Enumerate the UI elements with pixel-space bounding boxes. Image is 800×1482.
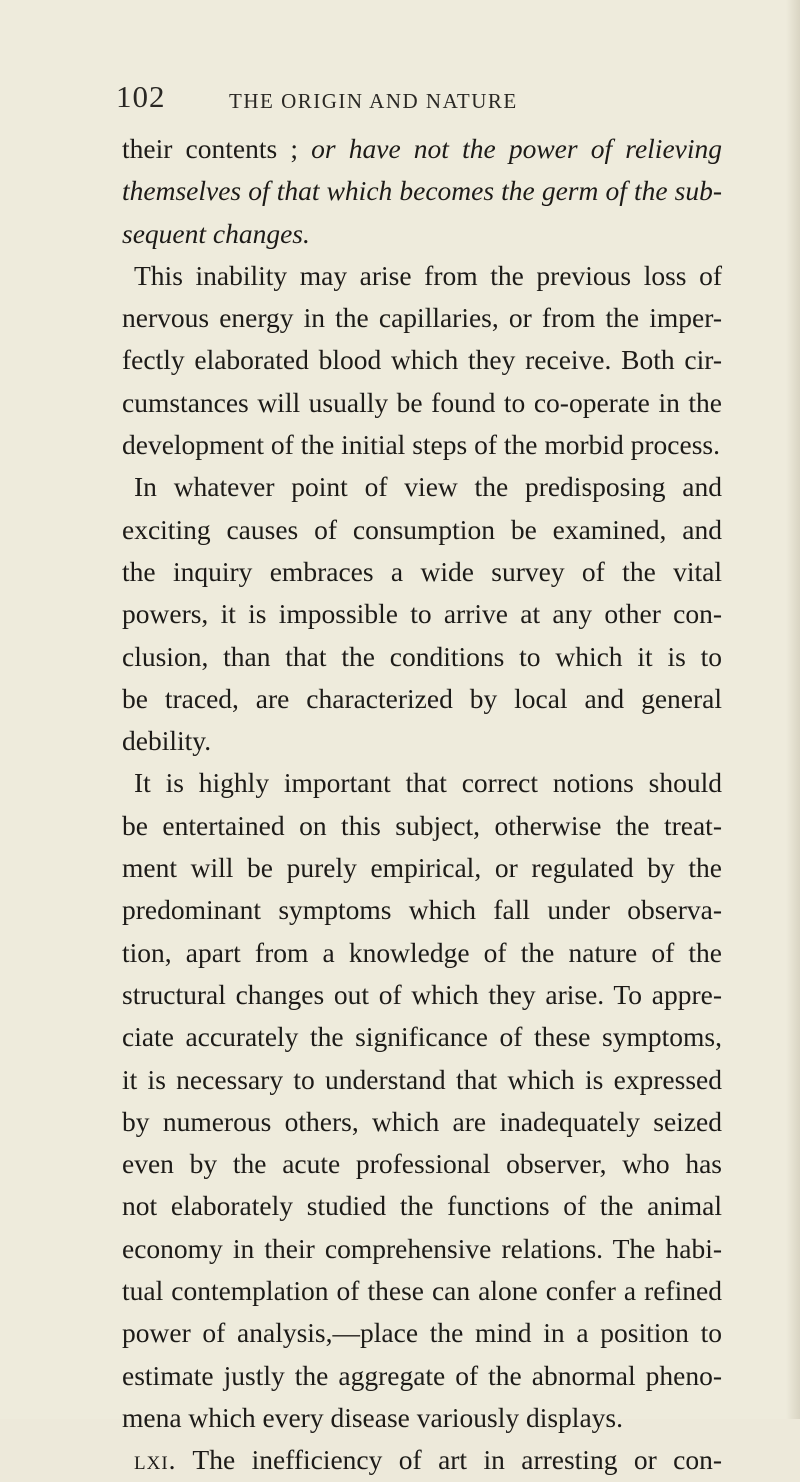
text-line [122,636,722,678]
line-text: This inability may arise from the previous loss of [134,259,722,291]
italic-text: themselves of that which becomes the germ of the sub- [122,175,722,207]
running-head: THE ORIGIN AND NATURE [229,89,518,113]
text-line [122,509,722,551]
text-line [122,382,722,424]
line-text: the inquiry embraces a wide survey of the vital [122,555,722,587]
section-number: lxi. [134,1444,177,1476]
line-text: tion, apart from a knowledge of the nature of the [122,936,722,968]
line-text: ment will be purely empirical, or regulated by the [122,852,722,884]
text-line [122,720,722,762]
text-line [122,1312,722,1354]
line-text: estimate justly the aggregate of the abnormal pheno- [122,1359,722,1391]
line-text: be entertained on this subject, otherwise the treat- [122,809,722,841]
text-line [122,1016,722,1058]
line-text: not elaborately studied the functions of the animal [122,1190,722,1222]
line-text: powers, it is impossible to arrive at any other con- [122,598,722,630]
text-line [122,255,722,297]
line-text: even by the acute professional observer, who has [122,1148,722,1180]
line-text: nervous energy in the capillaries, or from the imper- [122,302,722,334]
line-text: be traced, are characterized by local and general [122,682,722,714]
text-line [122,1355,722,1397]
text-line [122,974,722,1016]
line-text: clusion, than that the conditions to which it is to [122,640,722,672]
page-number: 102 [116,79,166,114]
text-line [122,424,722,466]
text-line [122,466,722,508]
line-text: The inefficiency of art in arresting or con- [176,1444,722,1476]
line-text: tual contemplation of these can alone confer a refined [122,1275,722,1307]
text-line [122,593,722,635]
text-line [122,213,722,255]
line-text: development of the initial steps of the morbid process. [122,429,720,461]
line-text: ciate accurately the significance of these symptoms, [122,1021,722,1053]
text-line [122,1101,722,1143]
text-line [122,1228,722,1270]
text-line [122,1270,722,1312]
italic-text: sequent changes. [122,217,310,249]
text-line [122,1185,722,1227]
line-text: debility. [122,725,212,757]
line-text: fectly elaborated blood which they receive. Both cir- [122,344,722,376]
text-line [122,762,722,804]
body-text [122,128,722,1482]
text-line [122,1439,722,1481]
text-line [122,1059,722,1101]
text-line [122,170,722,212]
text-line [122,297,722,339]
text-line [122,1143,722,1185]
text-line [122,1397,722,1439]
text-line [122,847,722,889]
line-text: exciting causes of consumption be examined, and [122,513,722,545]
text-line [122,805,722,847]
text-line [122,551,722,593]
italic-text: or have not the power of relieving [311,133,722,164]
line-text: power of analysis,—place the mind in a position to [122,1317,722,1349]
text-line [122,678,722,720]
line-text: their contents ; [122,133,312,164]
page-edge-shadow [786,0,800,1419]
text-line [122,128,722,170]
line-text: it is necessary to understand that which is expressed [122,1063,722,1095]
line-text: In whatever point of view the predisposing and [134,471,722,503]
text-line [122,932,722,974]
text-line [122,339,722,381]
line-text: cumstances will usually be found to co-operate in the [122,386,722,418]
line-text: by numerous others, which are inadequately seized [122,1105,722,1137]
line-text: structural changes out of which they arise. To appre- [122,978,722,1010]
line-text: mena which every disease variously displays. [122,1401,623,1433]
line-text: economy in their comprehensive relations. The habi- [122,1232,722,1264]
text-line [122,889,722,931]
line-text: It is highly important that correct notions should [134,767,722,799]
line-text: predominant symptoms which fall under observa- [122,894,722,926]
